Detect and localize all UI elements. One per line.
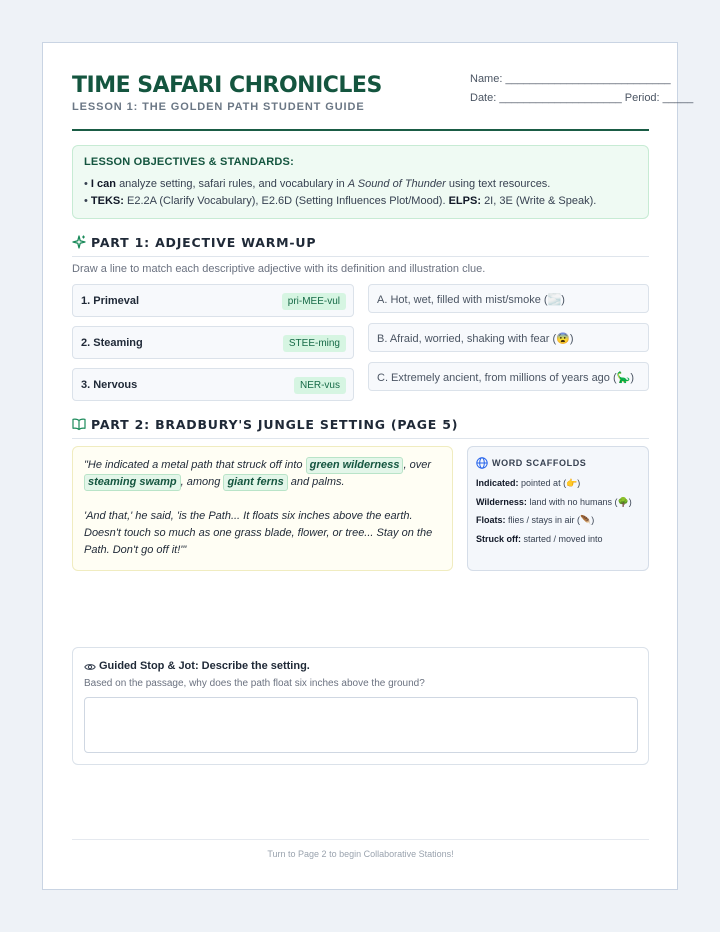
jot-answer-box[interactable] (84, 697, 638, 753)
word-card-steaming[interactable] (72, 326, 354, 359)
pronunciation-badge: STEE-ming (283, 335, 346, 352)
word-card-primeval[interactable] (72, 284, 354, 317)
passage-excerpt (72, 446, 453, 571)
passage-paragraph-2: 'And that,' he said, 'is the Path... It floats six inches above the earth. Doesn't touch so much as one grass blade, flower, or tree... Stay on the Path. Don't go off it!'" (84, 510, 433, 556)
name-field[interactable]: Name: ___________________________ (470, 73, 671, 85)
definition-text: C. Extremely ancient, from millions of years ago (🦕) (377, 372, 634, 384)
pronunciation-badge: NER-vus (294, 377, 346, 394)
highlight-giant-ferns: giant ferns (223, 474, 287, 491)
jot-heading: Guided Stop & Jot: Describe the setting. (84, 660, 637, 676)
definition-card-c[interactable] (368, 362, 649, 391)
definition-card-a[interactable] (368, 284, 649, 313)
page-footer: Turn to Page 2 to begin Collaborative Stations! (72, 839, 649, 859)
jot-prompt: Based on the passage, why does the path float six inches above the ground? (84, 678, 425, 689)
word-scaffolds-box (467, 446, 649, 571)
lesson-objectives-box (72, 145, 649, 219)
highlight-green-wilderness: green wilderness (306, 457, 404, 474)
scaffold-item: Floats: flies / stays in air (🪶) (476, 515, 595, 525)
objective-line-2: • TEKS: E2.2A (Clarify Vocabulary), E2.6D (Setting Influences Plot/Mood). ELPS: 2I, 3E (Write & Speak). (84, 195, 597, 207)
part2-title: PART 2: BRADBURY'S JUNGLE SETTING (PAGE 5) (91, 417, 459, 432)
eye-icon (84, 662, 96, 672)
passage-paragraph-1: "He indicated a metal path that struck off into green wilderness , over steaming swamp , among giant ferns and palms. (84, 457, 441, 491)
definition-text: A. Hot, wet, filled with mist/smoke (🌫️) (377, 294, 565, 306)
globe-icon (476, 457, 488, 469)
scaffold-item: Struck off: started / moved into (476, 533, 603, 544)
scaffold-item: Wilderness: land with no humans (🌳) (476, 496, 632, 507)
part1-instruction: Draw a line to match each descriptive adjective with its definition and illustration clue. (72, 263, 486, 275)
word-card-nervous[interactable] (72, 368, 354, 401)
word-label: 3. Nervous (81, 379, 138, 391)
part1-title: PART 1: ADJECTIVE WARM-UP (91, 235, 317, 250)
part1-heading (72, 235, 649, 257)
objective-line-1: • I can analyze setting, safari rules, and vocabulary in A Sound of Thunder using text resources. (84, 178, 551, 190)
scaffold-item: Indicated: pointed at (👉) (476, 478, 581, 488)
date-period-field[interactable]: Date: ____________________ Period: _____ (470, 92, 694, 104)
part2-heading (72, 417, 649, 439)
worksheet-page (42, 42, 694, 890)
pronunciation-badge: pri-MEE-vul (282, 293, 346, 310)
sparkles-icon (72, 235, 86, 249)
objectives-heading: LESSON OBJECTIVES & STANDARDS: (84, 156, 294, 168)
word-label: 2. Steaming (81, 337, 143, 349)
definition-card-b[interactable] (368, 323, 649, 352)
page-title: TIME SAFARI CHRONICLES (72, 73, 382, 98)
page-subtitle: LESSON 1: THE GOLDEN PATH STUDENT GUIDE (72, 101, 365, 113)
worksheet-header (72, 73, 694, 131)
open-book-icon (72, 417, 86, 431)
stop-and-jot-box (72, 647, 649, 765)
highlight-steaming-swamp: steaming swamp (84, 474, 181, 491)
scaffolds-heading: WORD SCAFFOLDS (476, 456, 640, 472)
definition-text: B. Afraid, worried, shaking with fear (😨) (377, 333, 574, 345)
word-label: 1. Primeval (81, 295, 140, 307)
